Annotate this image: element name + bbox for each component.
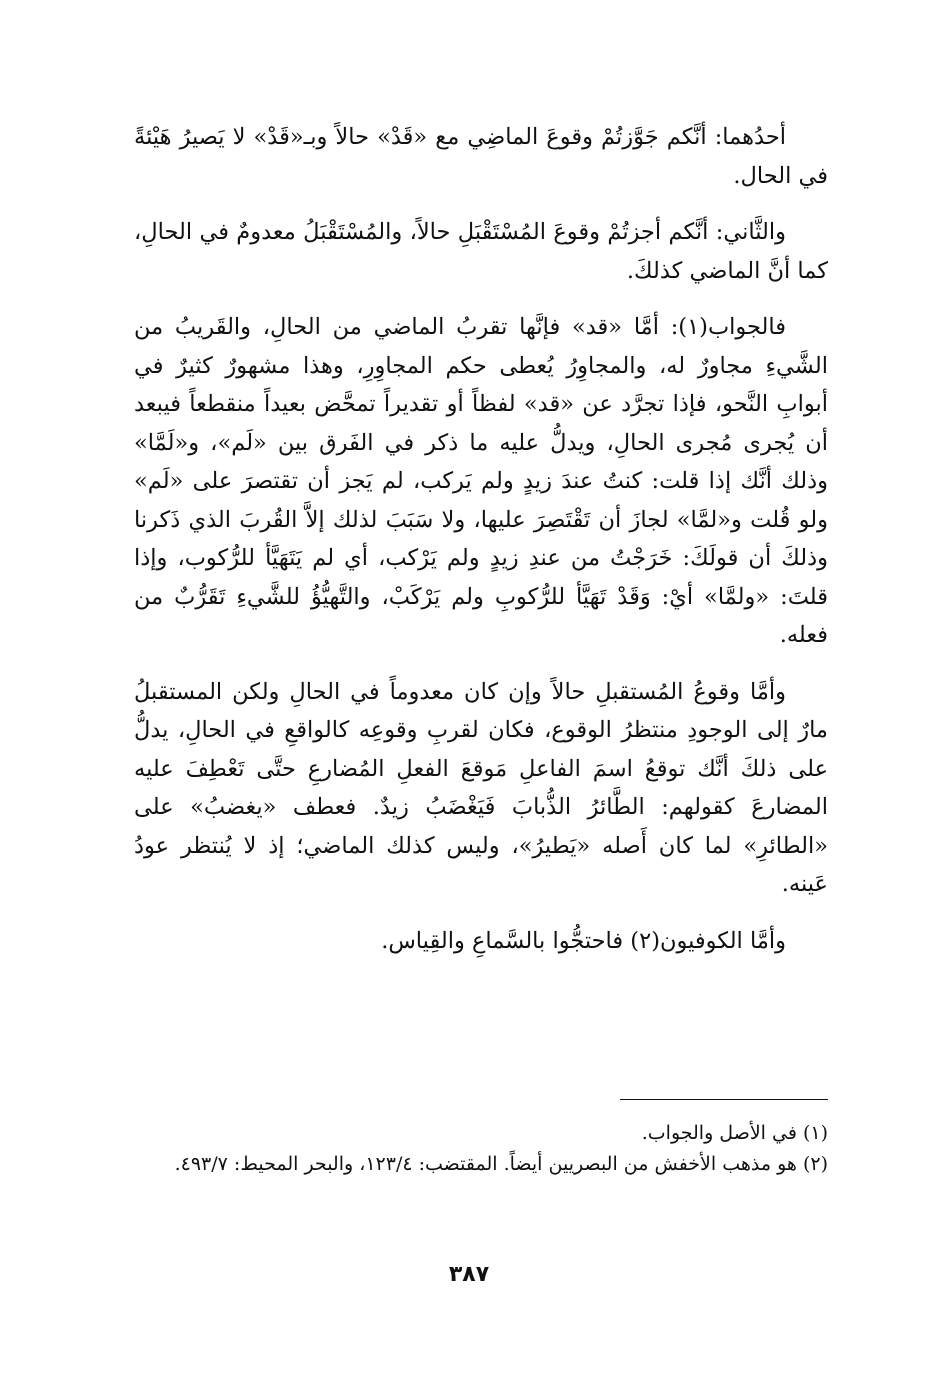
paragraph-answer: فالجواب(١): أمَّا «قد» فإنَّها تقربُ الماضي من الحالِ، والقَريبُ من الشَّيءِ مجاورٌ له، والمجاوِرُ يُعطى حكم المجاوِرِ، وهذا مشهورٌ كثيرٌ في أبوابِ النَّحو، فإذا تجرَّد عن «قد» لفظاً أو تقديراً تمحَّض بعيداً منقطعاً فيبعد أن يُجرى مُجرى الحالِ، ويدلُّ عليه ما ذكر في الفَرق بين «لَم»، و«لَمَّا» وذلك أنَّك إذا قلت: كنتُ عندَ زيدٍ ولم يَركب، لم يَجز أن تقتصرَ على «لَم» ولو قُلت و«لمَّا» لجازَ أن تَقْتَصِرَ عليها، ولا سَبَبَ لذلك إلاَّ القُربَ الذي ذَكرنا وذلكَ أن قولَكَ: خَرَجْتُ من عندِ زيدٍ ولم يَرْكب، أي لم يَتَهَيَّأ للرُّكوب، وإذا قلتَ: «ولمَّا» أيْ: وَقَدْ تَهَيَّأ للرُّكوبِ ولم يَرْكَبْ، والتَّهيُّؤُ للشَّيءِ تَقَرُّبٌ من فعله. xyxy=(134,314,828,648)
paragraph-kufans: وأمَّا الكوفيون(٢) فاحتجُّوا بالسَّماعِ والقِياس. xyxy=(381,927,786,954)
paragraph-first-objection: أحدُهما: أنَّكم جَوَّزتُمْ وقوعَ الماضِي مع «قَدْ» حالاً وبـ«قَدْ» لا يَصيرُ هَيْئةً في الحال. xyxy=(134,124,828,189)
footnote-2: (٢) هو مذهب الأخفش من البصريين أيضاً. المقتضب: ١٢٣/٤، والبحر المحيط: ٤٩٣/٧. xyxy=(174,1153,828,1175)
footnotes xyxy=(134,1118,828,1180)
body-text xyxy=(134,118,828,960)
paragraph-future-tense: وأمَّا وقوعُ المُستقبلِ حالاً وإن كان معدوماً في الحالِ ولكن المستقبلُ مارٌ إلى الوجودِ منتظرُ الوقوع، فكان لقربِ وقوعِه كالواقعِ في الحالِ، يدلُّ على ذلكَ أنَّك توقعُ اسمَ الفاعلِ مَوقعَ الفعلِ المُضارعِ حتَّى تَعْطِفَ عليه المضارعَ كقولهم: الطَّائرُ الذُّبابَ فَيَغْضَبُ زيدٌ. فعطف «يغضبُ» على «الطائرِ» لما كان أَصله «يَطيرُ»، وليس كذلك الماضي؛ إذ لا يُنتظر عودُ عَينه. xyxy=(134,678,828,897)
footnote-1: (١) في الأصل والجواب. xyxy=(641,1122,828,1144)
footnote-separator xyxy=(620,1099,828,1100)
page-number: ٣٨٧ xyxy=(448,1262,490,1287)
paragraph-second-objection: والثَّاني: أنَّكم أجزتُمْ وقوعَ المُسْتَقْبَلِ حالاً، والمُسْتَقْبَلُ معدومٌ في الحالِ، كما أنَّ الماضي كذلكَ. xyxy=(134,219,828,284)
